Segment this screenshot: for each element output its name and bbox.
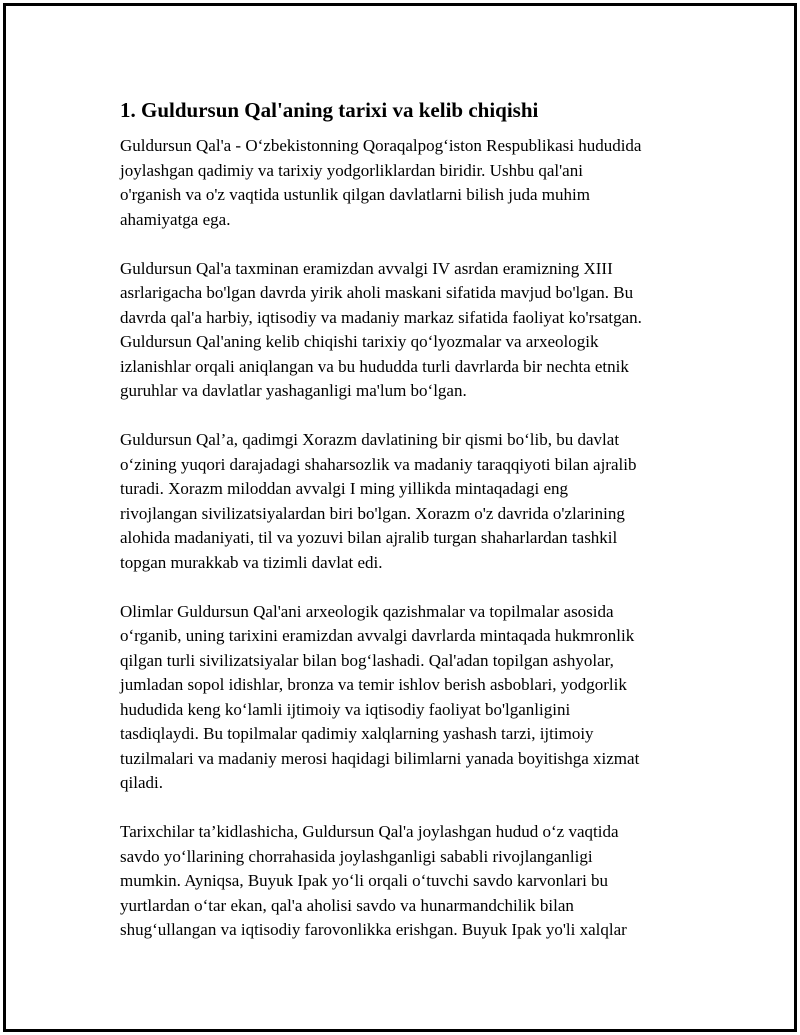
- text-line: oʻrganib, uning tarixini eramizdan avvalgi davrlarda mintaqada hukmronlik: [120, 626, 635, 645]
- text-line: Guldursun Qal'a - Oʻzbekistonning Qoraqalpogʻiston Respublikasi hududida: [120, 136, 642, 155]
- text-line: hududida keng koʻlamli ijtimoiy va iqtisodiy faoliyat bo'lganligini: [120, 699, 571, 719]
- text-line: davrda qal'a harbiy, iqtisodiy va madaniy markaz sifatida faoliyat ko'rsatgan.: [120, 307, 642, 327]
- text-line: ahamiyatga ega.: [120, 209, 231, 229]
- text-line: Olimlar Guldursun Qal'ani arxeologik qazishmalar va topilmalar asosida: [120, 601, 614, 621]
- paragraph-1: [120, 134, 695, 232]
- paragraph-2: [120, 257, 695, 404]
- paragraph-4: [120, 600, 695, 796]
- text-line: qilgan turli sivilizatsiyalar bilan bogʻlashadi. Qal'adan topilgan ashyolar,: [120, 650, 614, 670]
- text-line: Guldursun Qal’a, qadimgi Xorazm davlatining bir qismi boʻlib, bu davlat: [120, 430, 620, 449]
- text-line: oʻzining yuqori darajadagi shaharsozlik va madaniy taraqqiyoti bilan ajralib: [120, 454, 637, 474]
- text-line: topgan murakkab va tizimli davlat edi.: [120, 552, 383, 572]
- text-line: asrlarigacha bo'lgan davrda yirik aholi maskani sifatida mavjud bo'lgan. Bu: [120, 283, 634, 302]
- text-line: jumladan sopol idishlar, bronza va temir ishlov berish asboblari, yodgorlik: [120, 675, 627, 694]
- text-line: Guldursun Qal'a taxminan eramizdan avvalgi IV asrdan eramizning XIII: [120, 258, 613, 278]
- text-line: mumkin. Ayniqsa, Buyuk Ipak yoʻli orqali oʻtuvchi savdo karvonlari bu: [120, 871, 609, 890]
- text-line: tasdiqlaydi. Bu topilmalar qadimiy xalqlarning yashash tarzi, ijtimoiy: [120, 724, 594, 743]
- text-line: qiladi.: [120, 773, 163, 792]
- text-line: Tarixchilar ta’kidlashicha, Guldursun Qal'a joylashgan hudud oʻz vaqtida: [120, 822, 619, 841]
- text-line: guruhlar va davlatlar yashaganligi ma'lum boʻlgan.: [120, 381, 467, 400]
- text-line: yurtlardan oʻtar ekan, qal'a aholisi savdo va hunarmandchilik bilan: [120, 895, 574, 915]
- document-body: [120, 96, 695, 967]
- text-line: rivojlangan sivilizatsiyalardan biri bo'lgan. Xorazm o'z davrida o'zlarining: [120, 503, 625, 523]
- text-line: tuzilmalari va madaniy merosi haqidagi bilimlarni yanada boyitishga xizmat: [120, 748, 640, 768]
- page-frame: [3, 3, 797, 1032]
- text-line: joylashgan qadimiy va tarixiy yodgorliklardan biridir. Ushbu qal'ani: [120, 160, 583, 180]
- section-heading: 1. Guldursun Qal'aning tarixi va kelib chiqishi: [120, 98, 539, 122]
- paragraph-3: [120, 428, 695, 575]
- text-line: turadi. Xorazm miloddan avvalgi I ming yillikda mintaqadagi eng: [120, 479, 569, 498]
- text-line: alohida madaniyati, til va yozuvi bilan ajralib turgan shaharlardan tashkil: [120, 528, 618, 547]
- text-line: savdo yoʻllarining chorrahasida joylashganligi sababli rivojlanganligi: [120, 846, 593, 866]
- text-line: shugʻullangan va iqtisodiy farovonlikka erishgan. Buyuk Ipak yo'li xalqlar: [120, 920, 627, 939]
- paragraph-5: [120, 820, 695, 943]
- text-line: izlanishlar orqali aniqlangan va bu hududda turli davrlarda bir nechta etnik: [120, 356, 629, 376]
- text-line: Guldursun Qal'aning kelib chiqishi tarixiy qoʻlyozmalar va arxeologik: [120, 332, 599, 351]
- text-line: o'rganish va o'z vaqtida ustunlik qilgan davlatlarni bilish juda muhim: [120, 185, 590, 204]
